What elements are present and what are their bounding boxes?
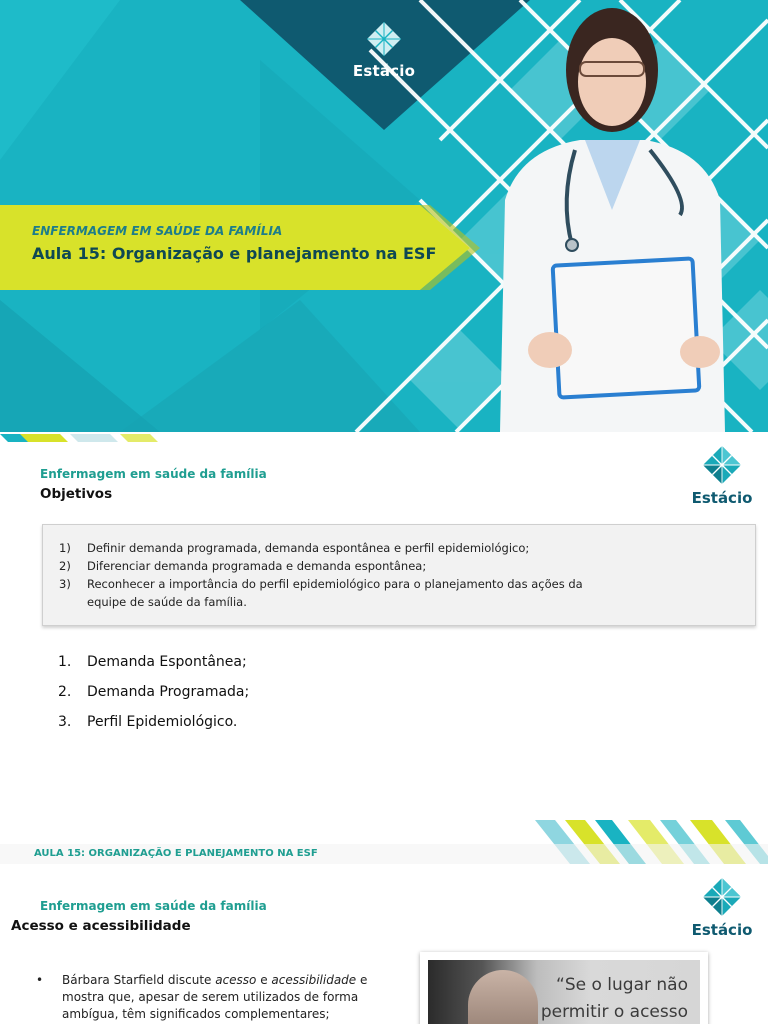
slide-title: Acesso e acessibilidade: [11, 918, 191, 934]
logo-wordmark: Estácio: [352, 62, 416, 80]
logo-wordmark: Estácio: [691, 921, 753, 939]
objective-number: 1): [59, 541, 71, 555]
topic-number: 2.: [58, 684, 72, 700]
topic-number: 3.: [58, 714, 72, 730]
quote-image: [420, 952, 708, 1024]
title-banner: [32, 224, 472, 263]
logo-wordmark: Estácio: [691, 489, 753, 507]
bullet-text: Bárbara Starfield discute acesso e acessibilidade e mostra que, apesar de serem utilizados de forma ambígua, têm significados complementares;: [62, 973, 368, 1021]
objectives-box: [42, 524, 756, 626]
topic-item: [58, 654, 249, 684]
logo-diamond-icon: [703, 878, 741, 916]
slide-title: Objetivos: [40, 486, 113, 502]
logo-diamond-icon: [703, 446, 741, 484]
objective-text: Diferenciar demanda programada e demanda espontânea;: [87, 559, 427, 573]
topic-text: Demanda Espontânea;: [87, 654, 247, 670]
quote-text: “Se o lugar não permitir o acesso: [540, 975, 688, 1022]
logo-diamond-icon: [367, 22, 401, 56]
hand-illustration: [468, 970, 538, 1024]
bullet-item: [36, 972, 381, 1023]
objective-item: [59, 539, 739, 557]
objective-text: Definir demanda programada, demanda espontânea e perfil epidemiológico;: [87, 541, 530, 555]
topic-text: Demanda Programada;: [87, 684, 250, 700]
objective-number: 2): [59, 559, 71, 573]
course-label: Enfermagem em saúde da família: [40, 467, 267, 481]
objective-number: 3): [59, 577, 71, 591]
estacio-logo: [684, 446, 760, 507]
objective-item: [59, 557, 739, 575]
estacio-logo: [684, 878, 760, 939]
objective-text: Reconhecer a importância do perfil epidemiológico para o planejamento das ações da equipe de saúde da família.: [87, 577, 583, 609]
course-label: Enfermagem em saúde da família: [40, 899, 267, 913]
topic-text: Perfil Epidemiológico.: [87, 714, 238, 730]
slide-decoration: [0, 432, 768, 864]
access-slide: [0, 864, 768, 1024]
title-slide: [0, 0, 768, 432]
top-stripes: [0, 434, 158, 442]
course-title: ENFERMAGEM EM SAÚDE DA FAMÍLIA: [32, 224, 283, 238]
topic-item: [58, 714, 249, 744]
estacio-logo: [344, 22, 424, 80]
bullet-dot: •: [36, 973, 44, 987]
objective-item: [59, 575, 739, 611]
lesson-title: Aula 15: Organização e planejamento na ESF: [32, 244, 437, 263]
topic-number: 1.: [58, 654, 72, 670]
topic-item: [58, 684, 249, 714]
objectives-slide: [0, 432, 768, 864]
footer-lesson-label: AULA 15: ORGANIZAÇÃO E PLANEJAMENTO NA ESF: [34, 848, 318, 859]
topic-list: [58, 654, 249, 744]
